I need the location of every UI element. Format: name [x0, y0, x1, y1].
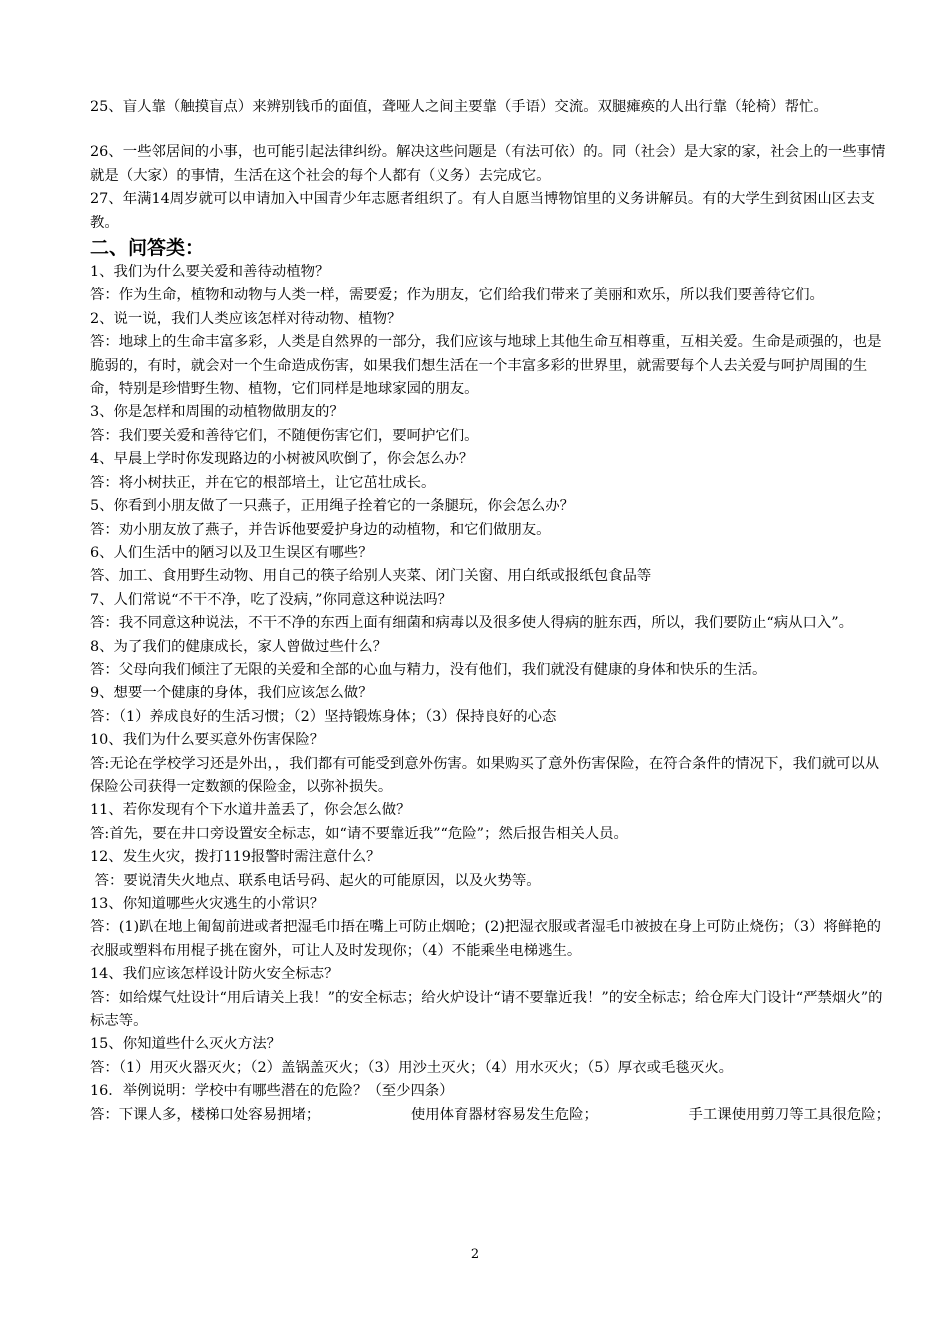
answer: 答:首先，要在井口旁设置安全标志，如“请不要靠近我”“危险”；然后报告相关人员。 [90, 825, 628, 842]
question: 7、人们常说“不干不净，吃了没病，”你同意这种说法吗？ [90, 591, 453, 608]
question: 13、你知道哪些火灾逃生的小常识？ [90, 896, 325, 912]
question: 12、发生火灾，拨打119报警时需注意什么？ [90, 849, 381, 866]
answer: 答：我不同意这种说法，不干不净的东西上面有细菌和病毒以及很多使人得病的脏东西，所以，我们要防止“病从口入”。 [90, 615, 854, 632]
answer-16-part-2: 使用体育器材容易发生危险； [410, 1106, 598, 1123]
answer: 答：（1）养成良好的生活习惯；（2）坚持锻炼身体；（3）保持良好的心态 [90, 708, 557, 725]
fill-item-26: 26、一些邻居间的小事，也可能引起法律纠纷。解决这些问题是（有法可依）的。同（社会）是大家的家，社会上的一些事情就是（大家）的事情，生活在这个社会的每个人都有（义务）去完成它。 [90, 144, 886, 184]
question: 9、想要一个健康的身体，我们应该怎么做？ [90, 685, 373, 702]
page-number: 2 [470, 1247, 480, 1262]
question: 4、早晨上学时你发现路边的小树被风吹倒了，你会怎么办？ [90, 451, 474, 468]
answer: 答：要说清失火地点、联系电话号码、起火的可能原因，以及火势等。 [90, 872, 541, 889]
answer: 答：如给煤气灶设计“用后请关上我！”的安全标志；给火炉设计“请不要靠近我！”的安全标志；给仓库大门设计“严禁烟火”的标志等。 [90, 989, 883, 1030]
answer: 答：将小树扶正，并在它的根部培土，让它茁壮成长。 [90, 474, 436, 491]
question: 10、我们为什么要买意外伤害保险？ [90, 732, 325, 749]
section-heading: 二、问答类： [90, 237, 205, 260]
question: 3、你是怎样和周围的动植物做朋友的？ [90, 404, 344, 421]
answer: 答：作为生命，植物和动物与人类一样，需要爱；作为朋友，它们给我们带来了美丽和欢乐，所以我们要善待它们。 [90, 287, 824, 304]
answer-16-part-1: 答：下课人多，楼梯口处容易拥堵； [90, 1106, 321, 1123]
question: 2、说一说，我们人类应该怎样对待动物、植物？ [90, 310, 402, 327]
answer: 答：父母向我们倾注了无限的关爱和全部的心血与精力，没有他们，我们就没有健康的身体和快乐的生活。 [90, 661, 767, 678]
answer: 答：（1）用灭火器灭火；（2）盖锅盖灭火；（3）用沙土灭火；（4）用水灭火；（5）厚衣或毛毯灭火。 [90, 1059, 733, 1076]
document-page [90, 96, 890, 1127]
answer: 答：地球上的生命丰富多彩，人类是自然界的一部分，我们应该与地球上其他生命互相尊重，互相关爱。生命是顽强的，也是脆弱的，有时，就会对一个生命造成伤害，如果我们想生活在一个丰富多彩的世界里，就需要每个人去关爱与呵护周围的生命，特别是珍惜野生物、植物，它们同样是地球家园的朋友。 [90, 334, 882, 398]
question: 8、为了我们的健康成长，家人曾做过些什么？ [90, 638, 387, 655]
question: 11、若你发现有个下水道井盖丢了，你会怎么做？ [90, 802, 411, 819]
answer: 答:无论在学校学习还是外出，，我们都有可能受到意外伤害。如果购买了意外伤害保险，在符合条件的情况下，我们就可以从保险公司获得一定数额的保险金，以弥补损失。 [90, 755, 880, 795]
question: 1、我们为什么要关爱和善待动植物？ [90, 264, 330, 281]
answer: 答、加工、食用野生动物、用自己的筷子给别人夹菜、闭门关窗、用白纸或报纸包食品等 [90, 568, 652, 585]
question: 15、你知道些什么灭火方法？ [90, 1036, 281, 1053]
answer-16-part-3: 手工课使用剪刀等工具很危险； [688, 1106, 890, 1123]
answer: 答：(1)趴在地上匍匐前进或者把湿毛巾捂在嘴上可防止烟呛；(2)把湿衣服或者湿毛巾被披在身上可防止烧伤；（3）将鲜艳的衣服或塑料布用棍子挑在窗外，可让人及时发现你；（4）不能乘坐电梯逃生。 [90, 919, 882, 959]
question: 16．举例说明：学校中有哪些潜在的危险？（至少四条） [90, 1083, 454, 1100]
answer: 答：我们要关爱和善待它们，不随便伤害它们，要呵护它们。 [90, 427, 479, 444]
fill-item-25: 25、盲人靠（触摸盲点）来辨别钱币的面值，聋哑人之间主要靠（手语）交流。双腿瘫痪的人出行靠（轮椅）帮忙。 [90, 99, 828, 115]
answer-16-row [90, 1104, 890, 1127]
question: 6、人们生活中的陋习以及卫生误区有哪些？ [90, 544, 373, 561]
answer: 答：劝小朋友放了燕子，并告诉他要爱护身边的动植物，和它们做朋友。 [90, 521, 551, 538]
question: 5、你看到小朋友做了一只燕子，正用绳子拴着它的一条腿玩，你会怎么办？ [90, 498, 575, 515]
question: 14、我们应该怎样设计防火安全标志？ [90, 966, 339, 983]
fill-item-27: 27、年满14周岁就可以申请加入中国青少年志愿者组织了。有人自愿当博物馆里的义务讲解员。有的大学生到贫困山区去支教。 [90, 191, 875, 231]
